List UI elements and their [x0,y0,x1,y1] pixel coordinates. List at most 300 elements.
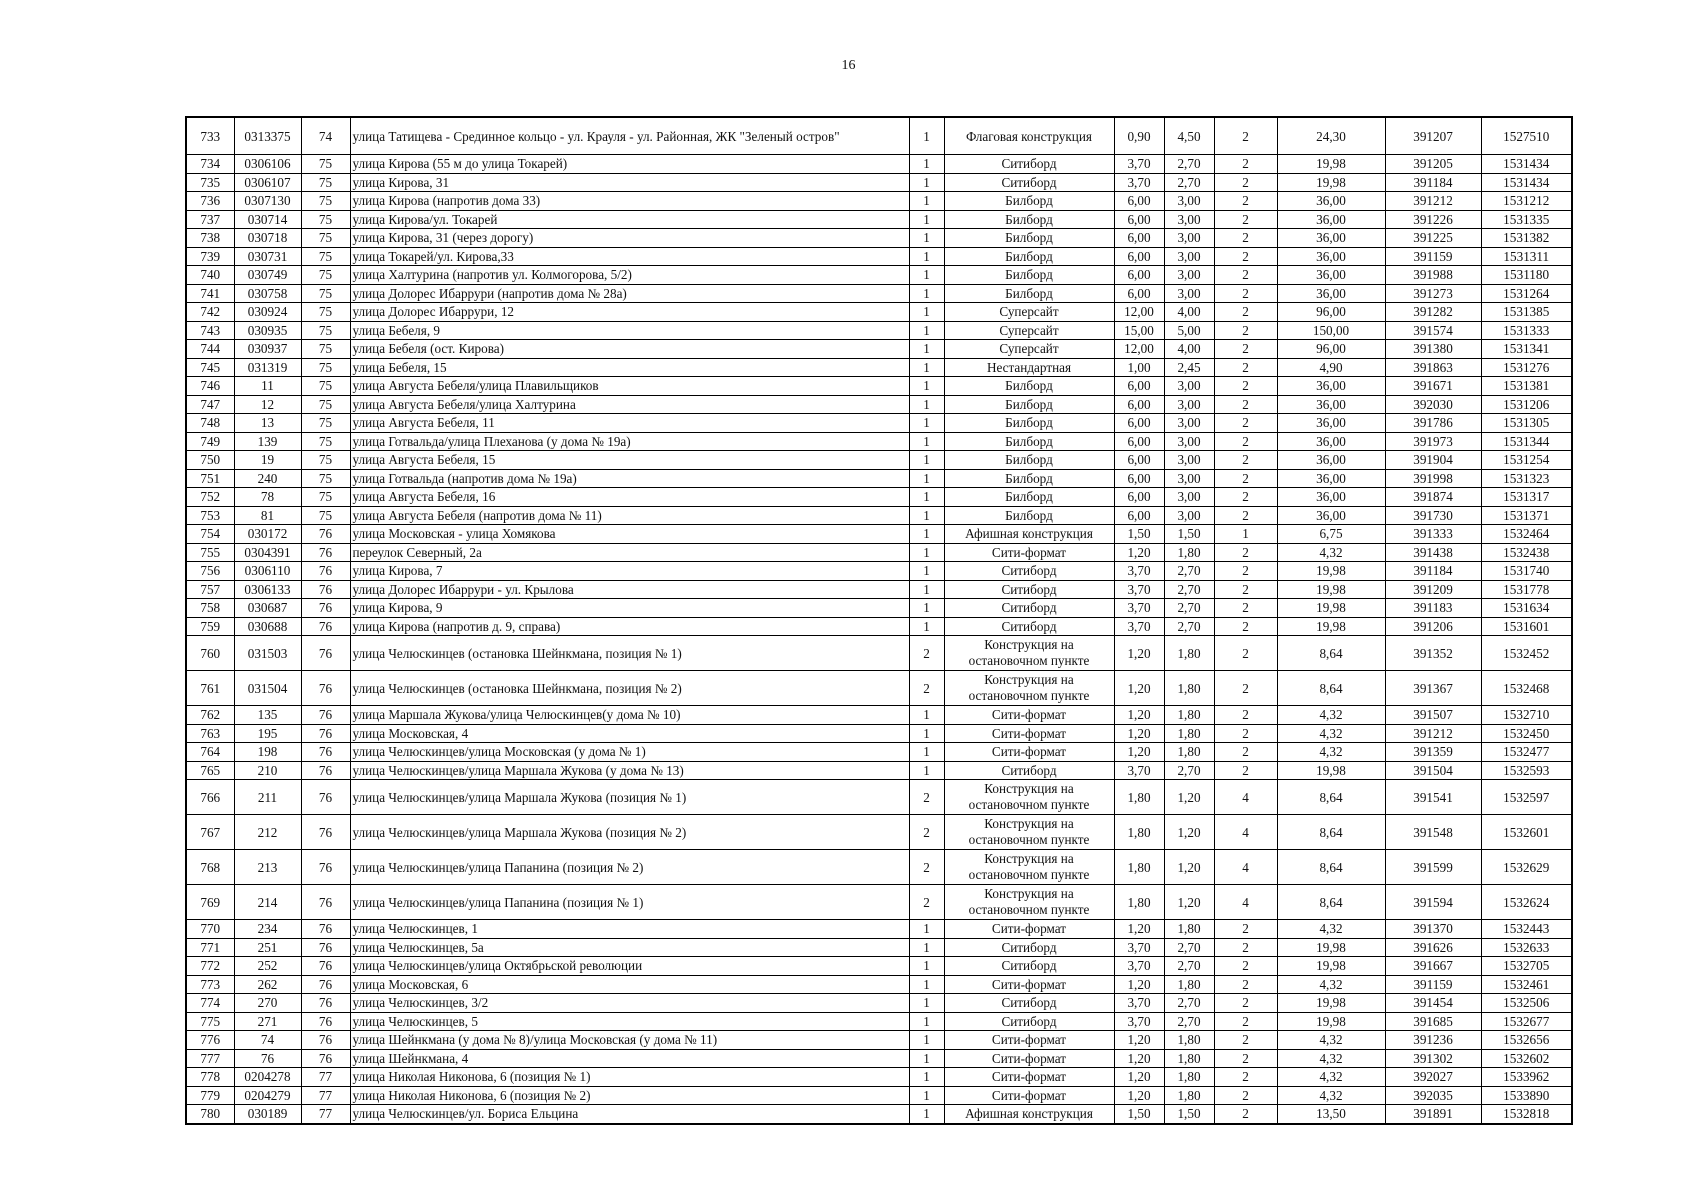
zone-number-cell: 76 [301,975,350,994]
coord-x-cell: 391594 [1385,885,1481,920]
structure-code-cell: 11 [234,377,301,396]
sides-count-cell: 2 [909,815,944,850]
row-number-cell: 766 [186,780,234,815]
height-cell: 3,00 [1164,192,1214,211]
table-row [186,938,1572,957]
page-number: 16 [841,58,856,73]
coord-x-cell: 391574 [1385,321,1481,340]
zone-number-cell: 77 [301,1068,350,1087]
address-cell: улица Кирова, 31 [350,173,909,192]
coord-y-cell: 1532477 [1481,743,1572,762]
width-cell: 6,00 [1114,432,1164,451]
coord-y-cell: 1531180 [1481,266,1572,285]
structure-type-cell: Билборд [944,432,1114,451]
coord-y-cell: 1532705 [1481,957,1572,976]
address-cell: улица Бебеля, 15 [350,358,909,377]
zone-number-cell: 76 [301,617,350,636]
row-number-cell: 758 [186,599,234,618]
area-cell: 8,64 [1277,815,1385,850]
sides-count-cell: 1 [909,210,944,229]
faces-count-cell: 2 [1214,358,1277,377]
row-number-cell: 735 [186,173,234,192]
height-cell: 2,70 [1164,617,1214,636]
table-row [186,414,1572,433]
sides-count-cell: 1 [909,562,944,581]
faces-count-cell: 2 [1214,210,1277,229]
row-number-cell: 780 [186,1105,234,1124]
address-cell: улица Николая Никонова, 6 (позиция № 2) [350,1086,909,1105]
sides-count-cell: 1 [909,173,944,192]
coord-x-cell: 391302 [1385,1049,1481,1068]
table-row [186,358,1572,377]
address-cell: улица Маршала Жукова/улица Челюскинцев(у дома № 10) [350,706,909,725]
address-cell: улица Августа Бебеля, 15 [350,451,909,470]
area-cell: 4,32 [1277,1068,1385,1087]
coord-y-cell: 1532597 [1481,780,1572,815]
height-cell: 1,80 [1164,920,1214,939]
structure-type-cell: Ситиборд [944,1012,1114,1031]
structure-code-cell: 213 [234,850,301,885]
coord-x-cell: 391159 [1385,247,1481,266]
width-cell: 3,70 [1114,957,1164,976]
coord-y-cell: 1532629 [1481,850,1572,885]
address-cell: улица Бебеля (ост. Кирова) [350,340,909,359]
structure-code-cell: 195 [234,724,301,743]
structure-code-cell: 198 [234,743,301,762]
structure-code-cell: 0304391 [234,543,301,562]
coord-y-cell: 1532601 [1481,815,1572,850]
coord-x-cell: 391988 [1385,266,1481,285]
structure-code-cell: 12 [234,395,301,414]
coord-x-cell: 391236 [1385,1031,1481,1050]
sides-count-cell: 1 [909,1086,944,1105]
zone-number-cell: 75 [301,266,350,285]
coord-y-cell: 1532452 [1481,636,1572,671]
sides-count-cell: 1 [909,938,944,957]
faces-count-cell: 2 [1214,761,1277,780]
coord-x-cell: 391226 [1385,210,1481,229]
row-number-cell: 736 [186,192,234,211]
structure-code-cell: 262 [234,975,301,994]
coord-y-cell: 1531740 [1481,562,1572,581]
coord-y-cell: 1531371 [1481,506,1572,525]
table-row [186,562,1572,581]
height-cell: 2,70 [1164,155,1214,174]
coord-y-cell: 1532438 [1481,543,1572,562]
coord-x-cell: 391207 [1385,117,1481,155]
structure-code-cell: 0306106 [234,155,301,174]
width-cell: 1,50 [1114,525,1164,544]
faces-count-cell: 2 [1214,1031,1277,1050]
address-cell: улица Челюскинцев, 5а [350,938,909,957]
structure-code-cell: 212 [234,815,301,850]
structure-type-cell: Билборд [944,266,1114,285]
coord-y-cell: 1531206 [1481,395,1572,414]
coord-y-cell: 1531254 [1481,451,1572,470]
row-number-cell: 767 [186,815,234,850]
coord-x-cell: 391904 [1385,451,1481,470]
area-cell: 36,00 [1277,506,1385,525]
address-cell: улица Долорес Ибаррури - ул. Крылова [350,580,909,599]
coord-x-cell: 391380 [1385,340,1481,359]
zone-number-cell: 76 [301,994,350,1013]
address-cell: улица Токарей/ул. Кирова,33 [350,247,909,266]
row-number-cell: 745 [186,358,234,377]
faces-count-cell: 2 [1214,414,1277,433]
coord-x-cell: 391667 [1385,957,1481,976]
row-number-cell: 737 [186,210,234,229]
row-number-cell: 751 [186,469,234,488]
height-cell: 2,70 [1164,562,1214,581]
coord-y-cell: 1531601 [1481,617,1572,636]
sides-count-cell: 1 [909,975,944,994]
width-cell: 1,00 [1114,358,1164,377]
structure-code-cell: 0307130 [234,192,301,211]
table-row [186,192,1572,211]
coord-x-cell: 391184 [1385,562,1481,581]
row-number-cell: 741 [186,284,234,303]
structure-type-cell: Сити-формат [944,920,1114,939]
address-cell: улица Долорес Ибаррури (напротив дома № 28а) [350,284,909,303]
zone-number-cell: 75 [301,173,350,192]
height-cell: 1,80 [1164,706,1214,725]
width-cell: 3,70 [1114,155,1164,174]
sides-count-cell: 1 [909,525,944,544]
sides-count-cell: 1 [909,321,944,340]
faces-count-cell: 2 [1214,743,1277,762]
structure-code-cell: 210 [234,761,301,780]
zone-number-cell: 75 [301,247,350,266]
structure-type-cell: Сити-формат [944,975,1114,994]
faces-count-cell: 4 [1214,815,1277,850]
faces-count-cell: 2 [1214,920,1277,939]
zone-number-cell: 76 [301,671,350,706]
zone-number-cell: 76 [301,1012,350,1031]
row-number-cell: 779 [186,1086,234,1105]
address-cell: улица Готвальда (напротив дома № 19а) [350,469,909,488]
coord-x-cell: 391359 [1385,743,1481,762]
faces-count-cell: 4 [1214,780,1277,815]
structure-type-cell: Сити-формат [944,1086,1114,1105]
width-cell: 3,70 [1114,173,1164,192]
width-cell: 6,00 [1114,284,1164,303]
structure-code-cell: 13 [234,414,301,433]
table-row [186,432,1572,451]
width-cell: 3,70 [1114,617,1164,636]
table-row [186,506,1572,525]
structure-type-cell: Ситиборд [944,155,1114,174]
structure-code-cell: 76 [234,1049,301,1068]
coord-y-cell: 1532602 [1481,1049,1572,1068]
row-number-cell: 755 [186,543,234,562]
width-cell: 3,70 [1114,562,1164,581]
sides-count-cell: 1 [909,451,944,470]
table-row [186,1086,1572,1105]
coord-y-cell: 1531344 [1481,432,1572,451]
address-cell: улица Кирова (напротив дома 33) [350,192,909,211]
area-cell: 150,00 [1277,321,1385,340]
height-cell: 3,00 [1164,488,1214,507]
structure-code-cell: 030758 [234,284,301,303]
width-cell: 6,00 [1114,192,1164,211]
coord-x-cell: 391225 [1385,229,1481,248]
address-cell: улица Августа Бебеля/улица Халтурина [350,395,909,414]
address-cell: улица Халтурина (напротив ул. Колмогорова, 5/2) [350,266,909,285]
sides-count-cell: 1 [909,994,944,1013]
structure-code-cell: 030924 [234,303,301,322]
structure-code-cell: 031319 [234,358,301,377]
table-row [186,994,1572,1013]
sides-count-cell: 2 [909,671,944,706]
row-number-cell: 750 [186,451,234,470]
width-cell: 1,80 [1114,780,1164,815]
zone-number-cell: 75 [301,210,350,229]
coord-x-cell: 391874 [1385,488,1481,507]
address-cell: улица Московская, 6 [350,975,909,994]
area-cell: 8,64 [1277,780,1385,815]
address-cell: улица Челюскинцев/ул. Бориса Ельцина [350,1105,909,1124]
address-cell: переулок Северный, 2а [350,543,909,562]
zone-number-cell: 76 [301,815,350,850]
coord-y-cell: 1532450 [1481,724,1572,743]
coord-x-cell: 391212 [1385,192,1481,211]
zone-number-cell: 75 [301,192,350,211]
structure-code-cell: 251 [234,938,301,957]
table-row [186,580,1572,599]
row-number-cell: 760 [186,636,234,671]
area-cell: 36,00 [1277,432,1385,451]
table-body [186,117,1572,1124]
row-number-cell: 762 [186,706,234,725]
area-cell: 36,00 [1277,488,1385,507]
coord-x-cell: 391599 [1385,850,1481,885]
row-number-cell: 761 [186,671,234,706]
faces-count-cell: 2 [1214,117,1277,155]
coord-y-cell: 1532506 [1481,994,1572,1013]
area-cell: 4,32 [1277,724,1385,743]
coord-y-cell: 1531434 [1481,155,1572,174]
height-cell: 2,70 [1164,580,1214,599]
structure-code-cell: 030189 [234,1105,301,1124]
address-cell: улица Кирова (55 м до улица Токарей) [350,155,909,174]
address-cell: улица Кирова (напротив д. 9, справа) [350,617,909,636]
width-cell: 6,00 [1114,210,1164,229]
height-cell: 1,20 [1164,885,1214,920]
height-cell: 1,80 [1164,1086,1214,1105]
faces-count-cell: 2 [1214,229,1277,248]
coord-x-cell: 391548 [1385,815,1481,850]
coord-x-cell: 391273 [1385,284,1481,303]
row-number-cell: 756 [186,562,234,581]
table-row [186,975,1572,994]
structure-code-cell: 234 [234,920,301,939]
height-cell: 3,00 [1164,451,1214,470]
height-cell: 2,70 [1164,957,1214,976]
table-row [186,761,1572,780]
zone-number-cell: 76 [301,885,350,920]
address-cell: улица Августа Бебеля, 11 [350,414,909,433]
sides-count-cell: 1 [909,743,944,762]
area-cell: 4,32 [1277,975,1385,994]
structure-code-cell: 214 [234,885,301,920]
sides-count-cell: 1 [909,432,944,451]
sides-count-cell: 1 [909,303,944,322]
table-row [186,525,1572,544]
structure-type-cell: Нестандартная [944,358,1114,377]
coord-y-cell: 1531778 [1481,580,1572,599]
structure-code-cell: 030172 [234,525,301,544]
table-row [186,377,1572,396]
coord-x-cell: 391998 [1385,469,1481,488]
coord-x-cell: 391507 [1385,706,1481,725]
row-number-cell: 773 [186,975,234,994]
width-cell: 1,20 [1114,1049,1164,1068]
faces-count-cell: 4 [1214,850,1277,885]
structure-type-cell: Билборд [944,210,1114,229]
height-cell: 2,70 [1164,173,1214,192]
area-cell: 36,00 [1277,247,1385,266]
row-number-cell: 763 [186,724,234,743]
coord-y-cell: 1531333 [1481,321,1572,340]
table-row [186,321,1572,340]
structure-code-cell: 031503 [234,636,301,671]
address-cell: улица Долорес Ибаррури, 12 [350,303,909,322]
zone-number-cell: 75 [301,414,350,433]
sides-count-cell: 2 [909,885,944,920]
coord-y-cell: 1532677 [1481,1012,1572,1031]
structure-type-cell: Ситиборд [944,617,1114,636]
coord-x-cell: 391370 [1385,920,1481,939]
structure-code-cell: 78 [234,488,301,507]
zone-number-cell: 76 [301,562,350,581]
structure-type-cell: Билборд [944,395,1114,414]
area-cell: 4,32 [1277,543,1385,562]
row-number-cell: 769 [186,885,234,920]
structure-type-cell: Сити-формат [944,724,1114,743]
structure-type-cell: Билборд [944,377,1114,396]
coord-y-cell: 1533962 [1481,1068,1572,1087]
structure-type-cell: Суперсайт [944,340,1114,359]
width-cell: 1,20 [1114,743,1164,762]
faces-count-cell: 2 [1214,724,1277,743]
table-row [186,451,1572,470]
table-row [186,636,1572,671]
structure-code-cell: 211 [234,780,301,815]
address-cell: улица Августа Бебеля, 16 [350,488,909,507]
structure-type-cell: Афишная конструкция [944,525,1114,544]
structure-type-cell: Сити-формат [944,1031,1114,1050]
row-number-cell: 778 [186,1068,234,1087]
faces-count-cell: 2 [1214,994,1277,1013]
height-cell: 1,20 [1164,815,1214,850]
structure-type-cell: Ситиборд [944,173,1114,192]
table-row [186,340,1572,359]
zone-number-cell: 76 [301,761,350,780]
height-cell: 1,80 [1164,1068,1214,1087]
coord-x-cell: 391206 [1385,617,1481,636]
structure-type-cell: Афишная конструкция [944,1105,1114,1124]
row-number-cell: 739 [186,247,234,266]
area-cell: 36,00 [1277,377,1385,396]
width-cell: 6,00 [1114,247,1164,266]
area-cell: 6,75 [1277,525,1385,544]
table-row [186,1105,1572,1124]
height-cell: 2,70 [1164,994,1214,1013]
zone-number-cell: 75 [301,469,350,488]
structure-type-cell: Билборд [944,247,1114,266]
zone-number-cell: 76 [301,780,350,815]
structure-code-cell: 030714 [234,210,301,229]
row-number-cell: 749 [186,432,234,451]
area-cell: 19,98 [1277,761,1385,780]
structure-type-cell: Билборд [944,488,1114,507]
sides-count-cell: 1 [909,543,944,562]
coord-x-cell: 391730 [1385,506,1481,525]
faces-count-cell: 2 [1214,1105,1277,1124]
width-cell: 6,00 [1114,229,1164,248]
height-cell: 1,20 [1164,850,1214,885]
zone-number-cell: 75 [301,395,350,414]
faces-count-cell: 2 [1214,432,1277,451]
structure-type-cell: Ситиборд [944,599,1114,618]
structure-type-cell: Суперсайт [944,303,1114,322]
row-number-cell: 775 [186,1012,234,1031]
coord-y-cell: 1531341 [1481,340,1572,359]
coord-x-cell: 391438 [1385,543,1481,562]
structure-type-cell: Конструкция на остановочном пункте [944,850,1114,885]
faces-count-cell: 2 [1214,488,1277,507]
row-number-cell: 746 [186,377,234,396]
area-cell: 19,98 [1277,957,1385,976]
area-cell: 24,30 [1277,117,1385,155]
area-cell: 36,00 [1277,395,1385,414]
faces-count-cell: 1 [1214,525,1277,544]
sides-count-cell: 1 [909,469,944,488]
address-cell: улица Челюскинцев (остановка Шейнкмана, позиция № 1) [350,636,909,671]
structure-type-cell: Ситиборд [944,957,1114,976]
sides-count-cell: 1 [909,599,944,618]
row-number-cell: 752 [186,488,234,507]
area-cell: 19,98 [1277,599,1385,618]
area-cell: 96,00 [1277,340,1385,359]
height-cell: 3,00 [1164,284,1214,303]
structure-type-cell: Билборд [944,229,1114,248]
zone-number-cell: 75 [301,506,350,525]
structure-code-cell: 0306110 [234,562,301,581]
coord-y-cell: 1527510 [1481,117,1572,155]
area-cell: 8,64 [1277,671,1385,706]
height-cell: 3,00 [1164,229,1214,248]
height-cell: 3,00 [1164,432,1214,451]
address-cell: улица Московская, 4 [350,724,909,743]
table-row [186,885,1572,920]
sides-count-cell: 1 [909,761,944,780]
structure-code-cell: 030731 [234,247,301,266]
structure-code-cell: 030687 [234,599,301,618]
structure-code-cell: 0313375 [234,117,301,155]
zone-number-cell: 76 [301,1031,350,1050]
structure-code-cell: 0306107 [234,173,301,192]
height-cell: 1,80 [1164,1031,1214,1050]
area-cell: 19,98 [1277,562,1385,581]
coord-y-cell: 1532464 [1481,525,1572,544]
height-cell: 1,80 [1164,975,1214,994]
faces-count-cell: 2 [1214,173,1277,192]
table-row [186,543,1572,562]
coord-x-cell: 391891 [1385,1105,1481,1124]
structure-type-cell: Ситиборд [944,761,1114,780]
table-row [186,303,1572,322]
